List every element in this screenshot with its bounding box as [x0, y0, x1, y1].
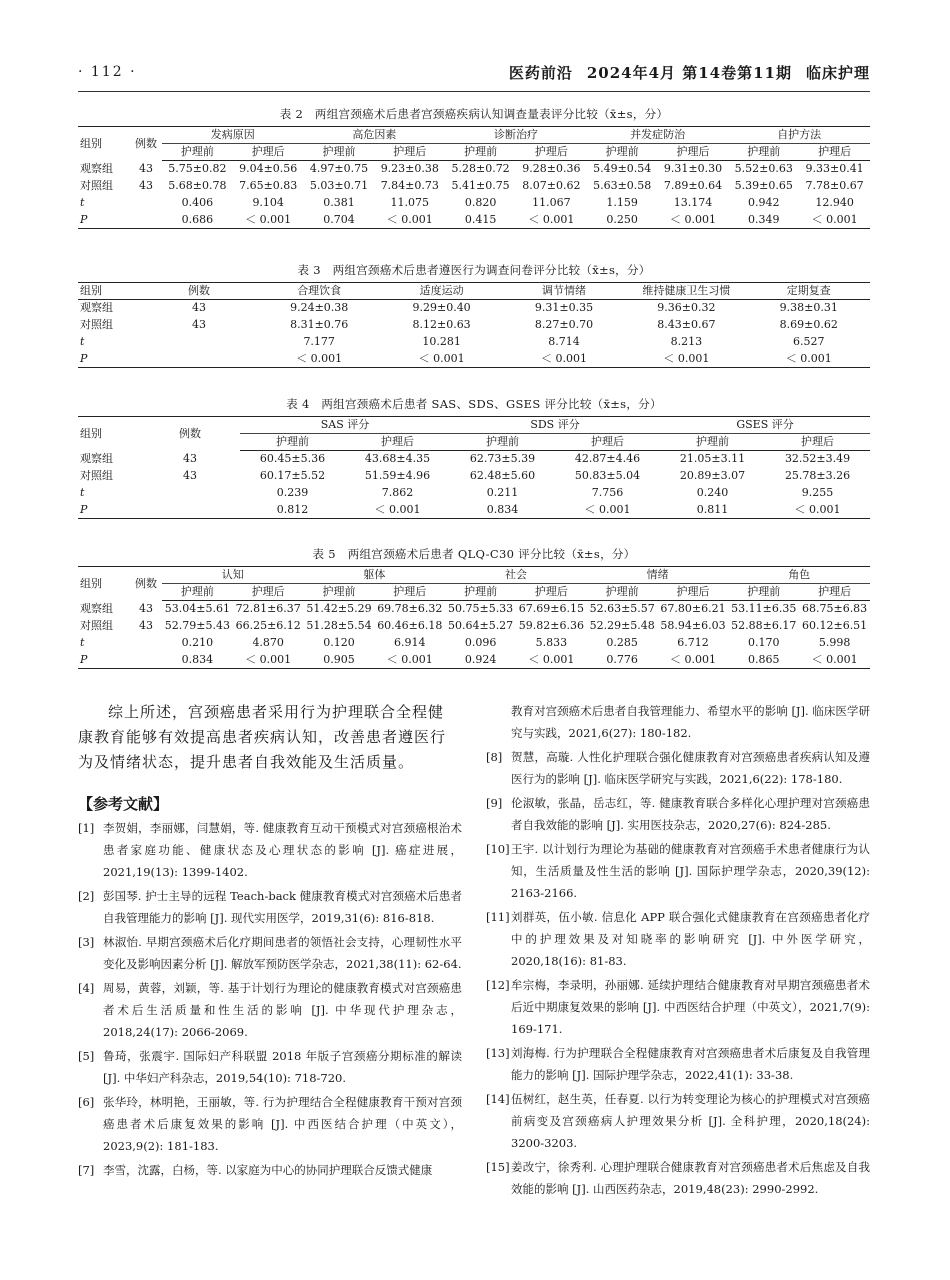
subheader-cell: 护理前	[587, 144, 658, 161]
page-number: · 112 ·	[78, 64, 137, 80]
header-row	[78, 127, 870, 144]
journal-name: 医药前沿	[508, 64, 573, 82]
table-cell: ＜ 0.001	[658, 212, 729, 229]
table-cell: 5.41±0.75	[451, 179, 510, 192]
table-row	[78, 468, 870, 485]
row-label: 对照组	[80, 619, 113, 632]
table-cell: 8.714	[548, 335, 580, 348]
table-cell: ＜ 0.001	[658, 652, 729, 669]
references-right-column	[486, 700, 870, 1202]
reference-text: 鲁琦，张震宇. 国际妇产科联盟 2018 年版子宫颈癌分期标准的解读 [J]. 中华妇产科杂志，2019,54(10): 718-720.	[103, 1049, 462, 1085]
table-cell: 0.170	[748, 636, 780, 649]
reference-item	[78, 931, 462, 975]
reference-item	[78, 1159, 462, 1181]
table-cell: 50.75±5.33	[447, 602, 514, 616]
table-cell: 10.281	[422, 335, 461, 348]
reference-text: 牟宗梅，李录明，孙丽娜. 延续护理结合健康教育对早期宫颈癌患者术后近中期康复效果的影响 [J]. 中西医结合护理（中英文），2021,7(9): 169-171.	[511, 978, 870, 1036]
table-cell: 7.78±0.67	[805, 179, 864, 192]
table-cell: 5.68±0.78	[168, 179, 227, 192]
table-row	[78, 451, 870, 468]
reference-text: 李贺娟，李丽娜，闫慧娟，等. 健康教育互动干预模式对宫颈癌根治术患者家庭功能、健康状态及心理状态的影响 [J]. 癌症进展，2021,19(13): 1399-1402.	[103, 821, 462, 879]
table-cell: 0.942	[748, 196, 780, 209]
table-2	[78, 106, 870, 229]
table-cell: 25.78±3.26	[784, 469, 851, 482]
subheader-cell: 护理前	[162, 584, 233, 601]
table-cell: 9.28±0.36	[522, 162, 581, 176]
row-label: P	[78, 502, 140, 519]
table-cell: 12.940	[815, 196, 854, 209]
sample-size	[140, 334, 258, 351]
reference-item	[486, 1156, 870, 1200]
subheader-cell: 护理前	[304, 144, 375, 161]
table-cell: 0.239	[276, 486, 309, 499]
table-cell: 32.52±3.49	[784, 452, 851, 466]
sample-size	[140, 502, 240, 519]
table-cell: 9.29±0.40	[412, 301, 471, 315]
reference-text: 张华玲，林明艳，王丽敏，等. 行为护理结合全程健康教育干预对宫颈癌患者术后康复效果的影响 [J]. 中西医结合护理（中英文），2023,9(2): 181-183.	[103, 1095, 462, 1153]
table-cell: 7.65±0.83	[239, 179, 298, 192]
table-cell: 5.28±0.72	[451, 162, 510, 176]
table-row	[78, 351, 870, 368]
sample-size: 43	[139, 179, 153, 192]
group-header: 诊断治疗	[445, 127, 587, 144]
references-left-column	[78, 817, 462, 1183]
header-row	[78, 567, 870, 584]
row-label: 观察组	[80, 301, 113, 315]
table-cell: ＜ 0.001	[233, 652, 304, 669]
row-label: 观察组	[80, 602, 113, 615]
subheader-cell: 护理前	[162, 144, 233, 161]
table-row	[78, 195, 870, 212]
table-cell: 0.905	[304, 652, 375, 669]
reference-text: 姜改宁，徐秀利. 心理护理联合健康教育对宫颈癌患者术后焦虑及自我效能的影响 [J]. 山西医药杂志，2019,48(23): 2990-2992.	[511, 1160, 870, 1196]
column-header: 组别	[78, 283, 140, 300]
table-cell: 5.75±0.82	[168, 162, 227, 176]
reference-item	[78, 885, 462, 929]
subheader-cell: 护理后	[374, 144, 445, 161]
reference-text: 教育对宫颈癌术后患者自我管理能力、希望水平的影响 [J]. 临床医学研究与实践，2021,6(27): 180-182.	[511, 704, 870, 740]
table-cell: 5.998	[818, 636, 851, 649]
reference-item	[486, 1088, 870, 1154]
table-cell: 9.24±0.38	[290, 301, 349, 315]
reference-number: [4]	[78, 981, 95, 995]
reference-item	[486, 974, 870, 1040]
data-table	[78, 416, 870, 519]
reference-number: [10]	[486, 842, 510, 856]
table-cell: ＜ 0.001	[516, 212, 587, 229]
table-cell: 9.36±0.32	[657, 301, 716, 315]
subheader-cell: 护理前	[240, 434, 345, 451]
table-cell: 0.096	[464, 636, 497, 649]
row-label: t	[80, 636, 85, 649]
table-cell: 51.28±5.54	[306, 619, 372, 632]
column-header: 例数	[130, 567, 162, 601]
table-row	[78, 618, 870, 635]
table-cell: 9.31±0.35	[534, 301, 594, 315]
subheader-cell: 护理前	[445, 144, 516, 161]
table-cell: ＜ 0.001	[799, 652, 870, 669]
table-cell: ＜ 0.001	[345, 502, 450, 519]
reference-item	[486, 1042, 870, 1086]
sample-size: 43	[183, 452, 197, 465]
table-row	[78, 601, 870, 618]
reference-item	[78, 977, 462, 1043]
reference-number: [12]	[486, 978, 510, 992]
table-cell: 9.33±0.41	[805, 162, 864, 176]
table-cell: 4.870	[252, 636, 284, 649]
table-cell: ＜ 0.001	[516, 652, 587, 669]
reference-text: 刘海梅. 行为护理联合全程健康教育对宫颈癌患者术后康复及自我管理能力的影响 [J]. 国际护理学杂志，2022,41(1): 33-38.	[511, 1046, 870, 1082]
data-table	[78, 566, 870, 669]
group-header: 躯体	[304, 567, 446, 584]
sample-size	[140, 485, 240, 502]
table-row	[78, 300, 870, 317]
row-label: P	[78, 212, 130, 229]
row-label: t	[80, 196, 85, 209]
reference-text: 伦淑敏，张晶，岳志红，等. 健康教育联合多样化心理护理对宫颈癌患者自我效能的影响 [J]. 实用医技杂志，2020,27(6): 824-285.	[511, 796, 870, 832]
reference-number: [15]	[486, 1160, 510, 1174]
table-cell: 5.49±0.54	[593, 162, 652, 176]
column-header: 维持健康卫生习惯	[625, 283, 747, 300]
subheader-cell: 护理后	[555, 434, 660, 451]
row-label: 对照组	[80, 318, 113, 331]
table-cell: 67.80±6.21	[660, 602, 726, 616]
table-cell: 0.865	[728, 652, 799, 669]
reference-text: 刘群英，伍小敏. 信息化 APP 联合强化式健康教育在宫颈癌患者化疗中的护理效果及对知晓率的影响研究 [J]. 中外医学研究，2020,18(16): 81-83.	[511, 910, 870, 968]
row-label: P	[78, 652, 130, 669]
conclusion-paragraph: 综上所述，宫颈癌患者采用行为护理联合全程健康教育能够有效提高患者疾病认知，改善患者遵医行为及情绪状态，提升患者自我效能及生活质量。	[78, 703, 447, 771]
table-cell: 8.213	[670, 335, 703, 348]
table-cell: 0.834	[450, 502, 555, 519]
table-cell: 62.73±5.39	[469, 452, 536, 466]
reference-number: [7]	[78, 1163, 95, 1177]
group-header: 情绪	[587, 567, 729, 584]
sample-size	[130, 212, 162, 229]
subheader-cell: 护理后	[658, 144, 729, 161]
running-header	[78, 58, 870, 92]
reference-item	[78, 1091, 462, 1157]
table-cell: 43.68±4.35	[364, 452, 431, 466]
subheader-cell: 护理后	[799, 584, 870, 601]
table-cell: 50.64±5.27	[447, 619, 514, 632]
sample-size	[130, 652, 162, 669]
subheader-cell: 护理前	[660, 434, 765, 451]
table-cell: 0.381	[323, 196, 355, 209]
header-row	[78, 417, 870, 434]
table-cell: 7.89±0.64	[663, 179, 723, 192]
subheader-cell: 护理后	[516, 584, 587, 601]
group-header: SDS 评分	[450, 417, 660, 434]
table-cell: 0.704	[304, 212, 375, 229]
table-caption: 表 3 两组宫颈癌术后患者遵医行为调查问卷评分比较（x̄±s，分）	[297, 263, 651, 277]
column-header: 适度运动	[380, 283, 502, 300]
table-cell: 59.82±6.36	[518, 619, 584, 632]
group-header: GSES 评分	[660, 417, 870, 434]
sample-size: 43	[139, 602, 153, 615]
column-header: 组别	[78, 417, 140, 451]
table-cell: 5.833	[535, 636, 568, 649]
reference-text: 彭国琴. 护士主导的远程 Teach-back 健康教育模式对宫颈癌术后患者自我管理能力的影响 [J]. 现代实用医学，2019,31(6): 816-818.	[103, 889, 462, 925]
reference-number: [13]	[486, 1046, 510, 1060]
table-cell: 0.924	[445, 652, 516, 669]
subheader-cell: 护理后	[374, 584, 445, 601]
data-table	[78, 282, 870, 368]
column-header: 组别	[78, 567, 130, 601]
group-header: 自护方法	[728, 127, 870, 144]
table-cell: 60.17±5.52	[259, 469, 326, 482]
table-cell: 11.075	[390, 196, 430, 209]
group-header: 并发症防治	[587, 127, 729, 144]
table-row	[78, 317, 870, 334]
reference-number: [2]	[78, 889, 95, 903]
table-cell: 5.39±0.65	[734, 179, 793, 192]
reference-text: 王宇. 以计划行为理论为基础的健康教育对宫颈癌手术患者健康行为认知，生活质量及性生活的影响 [J]. 国际护理学杂志，2020,39(12): 2163-2166.	[511, 842, 870, 900]
table-cell: 7.84±0.73	[380, 179, 439, 192]
row-label: 观察组	[80, 162, 113, 175]
table-cell: 8.27±0.70	[534, 318, 594, 331]
table-cell: 5.52±0.63	[734, 162, 793, 176]
table-cell: 53.04±5.61	[164, 602, 230, 616]
table-cell: 60.46±6.18	[377, 619, 443, 632]
header-row	[78, 283, 870, 300]
table-cell: 69.78±6.32	[377, 602, 443, 616]
sample-size	[140, 351, 258, 368]
table-cell: ＜ 0.001	[258, 351, 380, 368]
table-cell: 0.776	[587, 652, 658, 669]
sample-size: 43	[139, 162, 153, 175]
table-cell: 0.349	[728, 212, 799, 229]
table-cell: 11.067	[532, 196, 571, 209]
table-cell: 0.686	[162, 212, 233, 229]
table-cell: 5.03±0.71	[309, 179, 369, 192]
table-cell: 66.25±6.12	[235, 619, 301, 632]
reference-item	[78, 817, 462, 883]
table-cell: 1.159	[606, 196, 638, 209]
table-cell: 60.12±6.51	[801, 619, 868, 632]
table-row	[78, 485, 870, 502]
row-label: 观察组	[80, 452, 113, 465]
table-cell: 51.42±5.29	[306, 602, 372, 616]
group-header: 社会	[445, 567, 587, 584]
table-cell: 9.04±0.56	[239, 162, 298, 176]
table-cell: 4.97±0.75	[309, 162, 369, 176]
table-4	[78, 396, 870, 519]
column-header: 例数	[130, 127, 162, 161]
table-cell: ＜ 0.001	[555, 502, 660, 519]
column-header: 调节情绪	[503, 283, 625, 300]
table-cell: ＜ 0.001	[799, 212, 870, 229]
reference-number: [5]	[78, 1049, 95, 1063]
reference-text: 贺慧，高璇. 人性化护理联合强化健康教育对宫颈癌患者疾病认知及遵医行为的影响 [J]. 临床医学研究与实践，2021,6(22): 178-180.	[511, 750, 870, 786]
subheader-cell: 护理后	[516, 144, 587, 161]
table-cell: 8.07±0.62	[522, 179, 581, 192]
column-header: 例数	[140, 283, 258, 300]
row-label: 对照组	[80, 179, 113, 192]
group-header: 认知	[162, 567, 304, 584]
table-cell: 51.59±4.96	[364, 469, 431, 482]
table-row	[78, 178, 870, 195]
table-cell: 67.69±6.15	[518, 602, 584, 616]
journal-issue: 2024年4月 第14卷第11期	[586, 64, 792, 82]
references-title: 【参考文献】	[78, 795, 169, 813]
subheader-cell: 护理后	[233, 584, 304, 601]
table-cell: 0.211	[486, 486, 519, 499]
sample-size	[130, 635, 162, 652]
table-caption: 表 5 两组宫颈癌术后患者 QLQ-C30 评分比较（x̄±s，分）	[312, 547, 636, 561]
table-cell: 0.120	[323, 636, 355, 649]
table-cell: 0.240	[696, 486, 729, 499]
subheader-cell: 护理后	[345, 434, 450, 451]
table-cell: 50.83±5.04	[574, 469, 641, 482]
row-label: t	[80, 486, 85, 499]
table-cell: 8.12±0.63	[412, 318, 471, 331]
table-cell: 8.69±0.62	[779, 318, 838, 331]
subheader-cell: 护理前	[587, 584, 658, 601]
sample-size: 43	[183, 469, 197, 482]
table-cell: 52.63±5.57	[589, 602, 655, 616]
table-cell: 0.210	[181, 636, 214, 649]
reference-number: [14]	[486, 1092, 510, 1106]
table-cell: 0.811	[660, 502, 765, 519]
reference-item	[486, 792, 870, 836]
table-cell: ＜ 0.001	[380, 351, 502, 368]
row-label: 对照组	[80, 469, 113, 482]
row-label: P	[78, 351, 140, 368]
table-cell: 8.31±0.76	[290, 318, 349, 331]
subheader-cell: 护理后	[658, 584, 729, 601]
journal-section: 临床护理	[805, 64, 870, 82]
reference-text: 伍树红，赵生英，任春夏. 以行为转变理论为核心的护理模式对宫颈癌前病变及宫颈癌病人护理效果分析 [J]. 全科护理，2020,18(24): 3200-3203.	[511, 1092, 870, 1150]
table-caption: 表 2 两组宫颈癌术后患者宫颈癌疾病认知调查量表评分比较（x̄±s，分）	[279, 107, 669, 121]
reference-item	[486, 746, 870, 790]
sample-size: 43	[192, 301, 206, 315]
table-cell: 62.48±5.60	[469, 469, 536, 482]
table-cell: 5.63±0.58	[593, 179, 652, 192]
table-cell: 0.250	[587, 212, 658, 229]
table-cell: 7.862	[381, 486, 414, 499]
table-cell: 9.23±0.38	[380, 162, 439, 176]
reference-item	[486, 838, 870, 904]
sample-size: 43	[192, 318, 206, 331]
table-cell: 0.406	[181, 196, 214, 209]
sample-size	[130, 195, 162, 212]
table-cell: 21.05±3.11	[679, 452, 746, 466]
table-cell: ＜ 0.001	[374, 652, 445, 669]
table-cell: 7.756	[591, 486, 624, 499]
group-header: 角色	[728, 567, 870, 584]
table-cell: 0.834	[162, 652, 233, 669]
table-cell: 9.104	[252, 196, 284, 209]
table-cell: 53.11±6.35	[731, 602, 797, 616]
table-cell: 52.29±5.48	[589, 619, 655, 632]
subheader-cell: 护理前	[728, 144, 799, 161]
subheader-row	[78, 584, 870, 601]
table-cell: 9.255	[801, 486, 834, 499]
data-table	[78, 126, 870, 229]
table-cell: ＜ 0.001	[765, 502, 870, 519]
table-cell: ＜ 0.001	[503, 351, 625, 368]
table-row	[78, 161, 870, 178]
table-cell: 6.712	[677, 636, 709, 649]
table-cell: 72.81±6.37	[235, 602, 301, 616]
table-3	[78, 262, 870, 368]
table-row	[78, 334, 870, 351]
table-cell: 0.415	[445, 212, 516, 229]
journal-info	[495, 62, 870, 83]
reference-item	[486, 700, 870, 744]
table-cell: 13.174	[673, 196, 713, 209]
sample-size: 43	[139, 619, 153, 632]
reference-text: 林淑怡. 早期宫颈癌术后化疗期间患者的领悟社会支持，心理韧性水平变化及影响因素分析 [J]. 解放军预防医学杂志，2021,38(11): 62-64.	[103, 935, 462, 971]
reference-number: [8]	[486, 750, 503, 764]
subheader-cell: 护理前	[450, 434, 555, 451]
table-cell: 58.94±6.03	[660, 619, 726, 632]
table-cell: 68.75±6.83	[801, 602, 868, 616]
reference-text: 李雪，沈露，白杨，等. 以家庭为中心的协同护理联合反馈式健康	[103, 1163, 433, 1177]
table-cell: ＜ 0.001	[374, 212, 445, 229]
group-header: 高危因素	[304, 127, 446, 144]
subheader-cell: 护理后	[765, 434, 870, 451]
table-cell: 6.527	[793, 335, 825, 348]
table-cell: 0.820	[464, 196, 497, 209]
table-cell: ＜ 0.001	[748, 351, 870, 368]
table-cell: 42.87±4.46	[574, 452, 641, 466]
reference-text: 周易，黄蓉，刘颖，等. 基于计划行为理论的健康教育模式对宫颈癌患者术后生活质量和性生活的影响 [J]. 中华现代护理杂志，2018,24(17): 2066-2069.	[103, 981, 462, 1039]
table-cell: 52.79±5.43	[164, 619, 230, 632]
table-row	[78, 652, 870, 669]
table-cell: 7.177	[303, 335, 335, 348]
column-header: 合理饮食	[258, 283, 380, 300]
group-header: 发病原因	[162, 127, 304, 144]
subheader-row	[78, 144, 870, 161]
table-cell: 0.812	[240, 502, 345, 519]
table-5	[78, 546, 870, 669]
table-cell: 20.89±3.07	[679, 469, 746, 482]
row-label: t	[80, 335, 85, 348]
subheader-cell: 护理后	[799, 144, 870, 161]
table-cell: 9.38±0.31	[779, 301, 838, 315]
reference-number: [1]	[78, 821, 95, 835]
table-cell: 60.45±5.36	[259, 452, 326, 466]
table-caption: 表 4 两组宫颈癌术后患者 SAS、SDS、GSES 评分比较（x̄±s，分）	[286, 397, 662, 411]
table-cell: 52.88±6.17	[731, 619, 797, 632]
table-cell: 6.914	[394, 636, 426, 649]
reference-number: [3]	[78, 935, 95, 949]
reference-number: [11]	[486, 910, 510, 924]
reference-number: [9]	[486, 796, 503, 810]
table-cell: 8.43±0.67	[657, 318, 716, 331]
table-row	[78, 502, 870, 519]
column-header: 例数	[140, 417, 240, 451]
subheader-cell: 护理前	[445, 584, 516, 601]
column-header: 定期复查	[748, 283, 870, 300]
subheader-cell: 护理后	[233, 144, 304, 161]
reference-item	[78, 1045, 462, 1089]
group-header: SAS 评分	[240, 417, 450, 434]
table-cell: 0.285	[606, 636, 638, 649]
subheader-cell: 护理前	[304, 584, 375, 601]
table-row	[78, 635, 870, 652]
table-row	[78, 212, 870, 229]
table-cell: ＜ 0.001	[625, 351, 747, 368]
table-cell: 9.31±0.30	[663, 162, 723, 176]
subheader-cell: 护理前	[728, 584, 799, 601]
reference-item	[486, 906, 870, 972]
column-header: 组别	[78, 127, 130, 161]
table-cell: ＜ 0.001	[233, 212, 304, 229]
reference-number: [6]	[78, 1095, 95, 1109]
